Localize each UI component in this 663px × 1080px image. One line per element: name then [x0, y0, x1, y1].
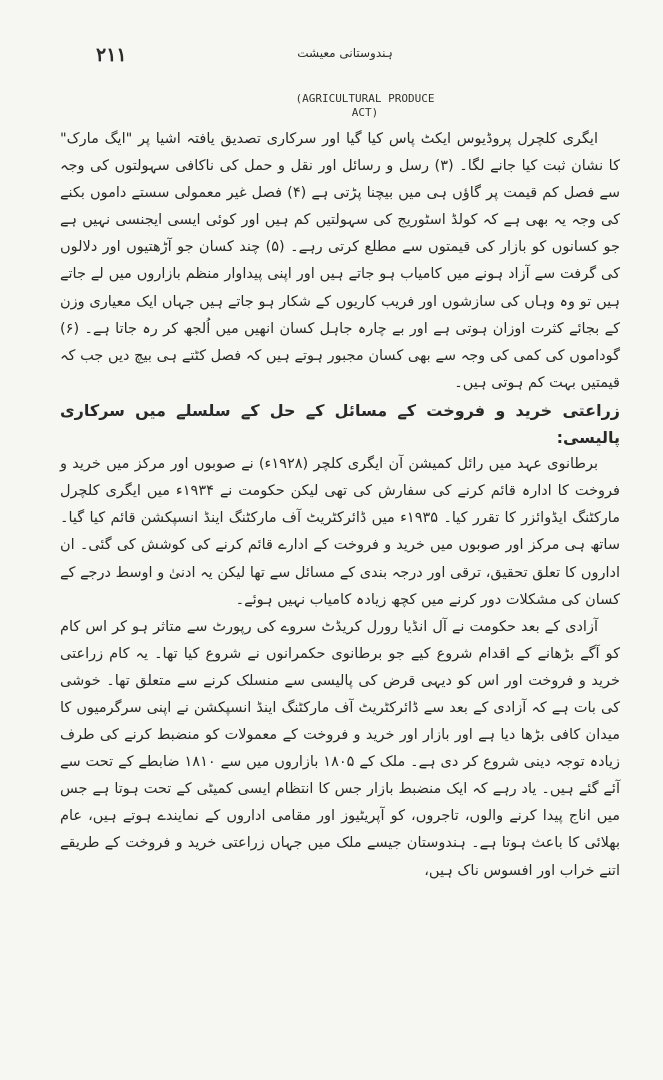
body-text [60, 100, 620, 885]
running-title: ہندوستانی معیشت [297, 46, 393, 60]
english-term-note: (AGRICULTURAL PRODUCE ACT) [295, 92, 435, 119]
paragraph: برطانوی عہد میں رائل کمیشن آن ایگری کلچر (۱۹۲۸ء) نے صوبوں اور مرکز میں خرید و فروخت کا ادارہ قائم کرنے کی سفارش کی تھی لیکن حکومت نے ۱۹۳۴ء میں ایگری کلچرل مارکٹنگ ایڈوائزر کا تقرر کیا۔ ۱۹۳۵ء میں ڈائرکٹریٹ آف مارکٹنگ اینڈ انسپکشن قائم کیا گیا۔ ساتھ ہی مرکز اور صوبوں میں خرید و فروخت کے ادارے قائم کرنے کی کوشش کی گئی۔ ان اداروں کا تعلق تحقیق، ترقی اور درجہ بندی کے مسائل سے تھا لیکن یہ ادنیٰ و اوسط درجے کے کسان کی مشکلات دور کرنے میں کچھ زیادہ کامیاب نہیں ہوئے۔ [60, 456, 620, 608]
paragraph: ایگری کلچرل پروڈیوس ایکٹ پاس کیا گیا اور سرکاری تصدیق یافتہ اشیا پر "ایگ مارک" کا نشان ثبت کیا جانے لگا۔ (۳) رسل و رسائل اور نقل و حمل کی ناکافی سہولتوں کی وجہ سے فصل کم قیمت پر گاؤں ہی میں بیچنا پڑتی ہے (۴) فصل غیر معمولی سستے داموں بکنے کی وجہ یہ بھی ہے کہ کولڈ اسٹوریج کی سہولتیں کم ہیں اور کوئی ایسی ایجنسی نہیں ہے جو کسانوں کو بازار کی قیمتوں سے مطلع کرتی رہے۔ (۵) چند کسان جو آڑھتیوں اور دلالوں کی گرفت سے آزاد ہونے میں کامیاب ہو جاتے ہیں اور اپنی پیداوار منظم بازاروں میں لے جاتے ہیں تو وہ وہاں کی سازشوں اور فریب کاریوں کے شکار ہو جاتے ہیں جہاں ایک معیاری وزن کے بجائے کثرت اوزان ہوتی ہے اور بے چارہ جاہل کسان انھیں میں اُلجھ کر رہ جاتا ہے۔ (۶) گوداموں کی کمی کی وجہ سے بھی کسان مجبور ہوتے ہیں کہ فصل کٹتے ہی بیچ دیں جب کہ قیمتیں بہت کم ہوتی ہیں۔ [60, 131, 620, 391]
section-heading: زراعتی خرید و فروخت کے مسائل کے حل کے سلسلے میں سرکاری پالیسی: [60, 400, 620, 448]
paragraph: آزادی کے بعد حکومت نے آل انڈیا رورل کریڈٹ سروے کی رپورٹ سے متاثر ہو کر اس کام کو آگے بڑھانے کے اقدام شروع کیے جو برطانوی حکمرانوں نے شروع کیا تھا۔ یہ کام زراعتی خرید و فروخت اور اس کو دیہی قرض کی پالیسی سے منسلک کرنے سے متعلق تھا۔ خوشی کی بات ہے کہ آزادی کے بعد سے ڈائرکٹریٹ آف مارکٹنگ اینڈ انسپکشن نے اپنی سرگرمیوں کا میدان کافی بڑھا دیا ہے اور بازار اور خرید و فروخت کے معمولات کو منضبط کرنے کی طرف زیادہ توجہ دینی شروع کر دی ہے۔ ملک کے ۱۸۰۵ بازاروں میں سے ۱۸۱۰ ضابطے کے تحت سے آئے گئے ہیں۔ یاد رہے کہ ایک منضبط بازار جس کا انتظام ایسی کمیٹی کے تحت ہوتا ہے جس میں اناج پیدا کرنے والوں، تاجروں، کو آپریٹیوز اور مقامی اداروں کے نمایندے ہوتے ہیں، عام بھلائی کا باعث ہوتا ہے۔ ہندوستان جیسے ملک میں جہاں زراعتی خرید و فروخت کے طریقے اتنے خراب اور افسوس ناک ہیں، [60, 618, 620, 879]
page-number: ۲۱۱ [96, 44, 127, 66]
